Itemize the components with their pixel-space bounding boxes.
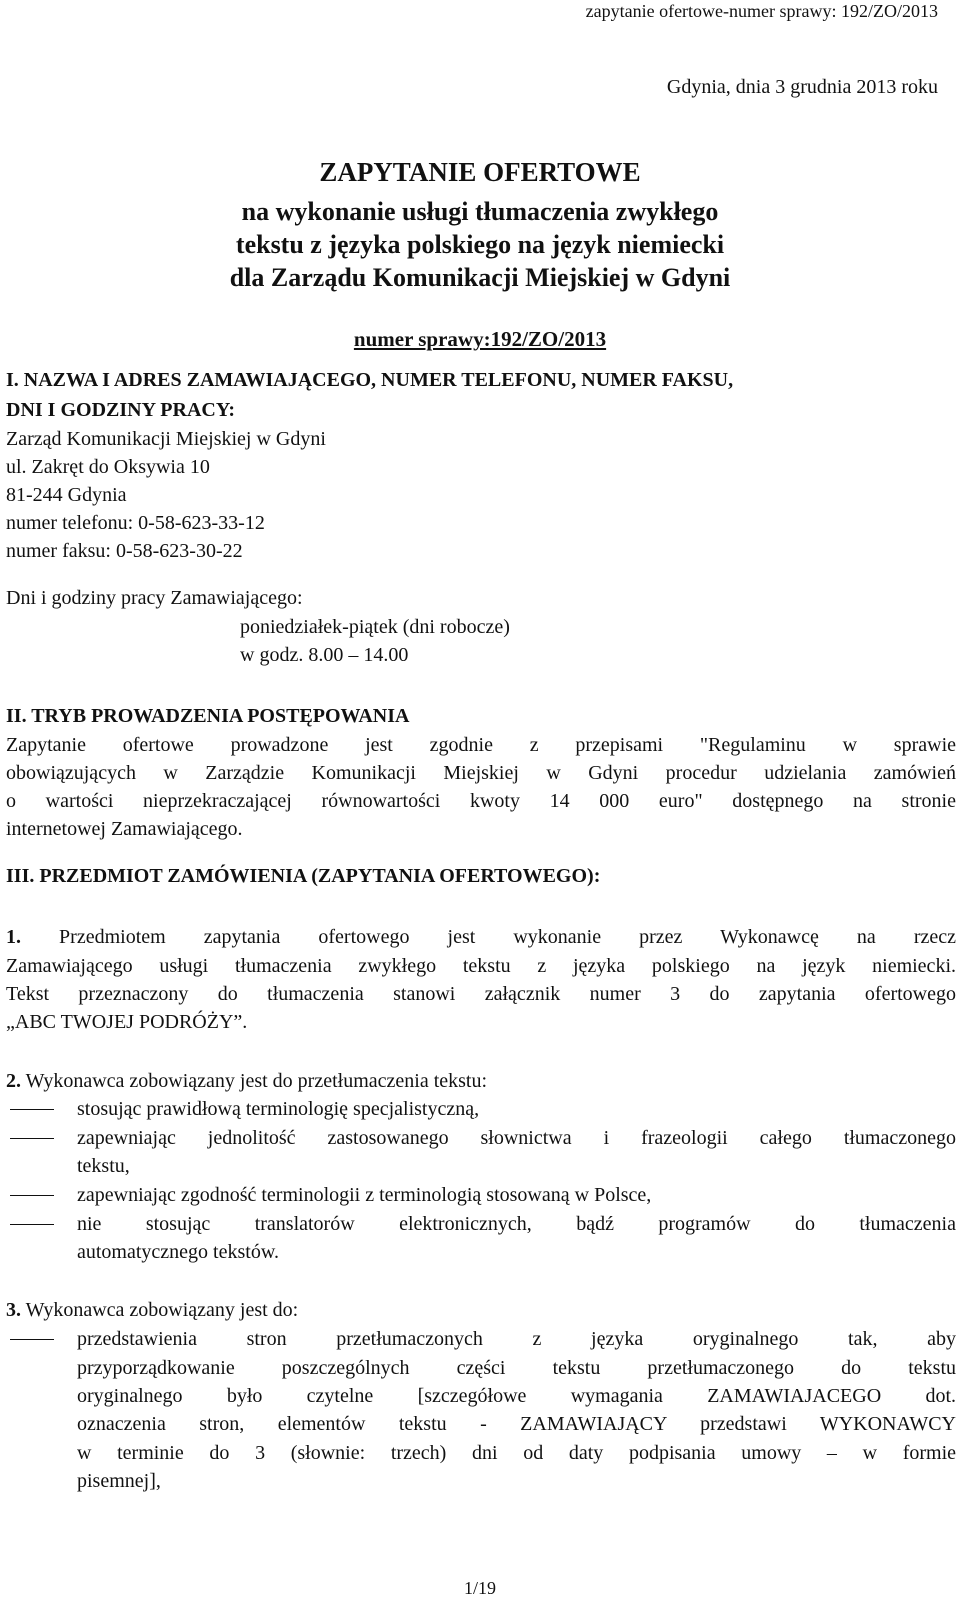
list-item-continuation: przyporządkowanie poszczególnych części tekstu przetłumaczonego do tekstu: [77, 1357, 956, 1379]
paragraph-1-line-2: Zamawiającego usługi tłumaczenia zwykłego tekstu z języka polskiego na język niemiecki.: [6, 955, 956, 977]
section-2-text-line: Zapytanie ofertowe prowadzone jest zgodnie z przepisami "Regulaminu w sprawie: [6, 734, 956, 756]
fax-number: numer faksu: 0-58-623-30-22: [6, 540, 243, 562]
list-item: stosując prawidłową terminologię specjalistyczną,: [77, 1098, 480, 1120]
dash-bullet-icon: [10, 1138, 54, 1139]
working-hours: w godz. 8.00 – 14.00: [240, 644, 409, 666]
section-2-text-line: o wartości nieprzekraczającej równowartości kwoty 14 000 euro" dostępnego na stronie: [6, 790, 956, 812]
paragraph-number: 2.: [6, 1070, 21, 1092]
section-1-heading-line-2: DNI I GODZINY PRACY:: [6, 399, 236, 421]
section-3-heading: III. PRZEDMIOT ZAMÓWIENIA (ZAPYTANIA OFERTOWEGO):: [6, 865, 601, 887]
subtitle-line-2: tekstu z języka polskiego na język niemiecki: [235, 230, 725, 259]
list-item: zapewniając zgodność terminologii z terminologią stosowaną w Polsce,: [77, 1184, 652, 1206]
list-item: nie stosując translatorów elektronicznych, bądź programów do tłumaczenia: [77, 1213, 956, 1235]
phone-number: numer telefonu: 0-58-623-33-12: [6, 512, 265, 534]
running-header: zapytanie ofertowe-numer sprawy: 192/ZO/2013: [585, 1, 938, 21]
section-1-heading-line-1: I. NAZWA I ADRES ZAMAWIAJĄCEGO, NUMER TELEFONU, NUMER FAKSU,: [6, 369, 734, 391]
dash-bullet-icon: [10, 1109, 54, 1110]
contracting-authority-name: Zarząd Komunikacji Miejskiej w Gdyni: [6, 428, 326, 450]
section-2-text-line: internetowej Zamawiającego.: [6, 818, 243, 840]
paragraph-1-line-1: [6, 923, 956, 951]
document-date: Gdynia, dnia 3 grudnia 2013 roku: [666, 76, 938, 98]
paragraph-text: Wykonawca zobowiązany jest do:: [21, 1299, 299, 1321]
subtitle-line-3: dla Zarządu Komunikacji Miejskiej w Gdyni: [229, 263, 731, 292]
paragraph-2-intro: [6, 1067, 956, 1095]
list-item: przedstawienia stron przetłumaczonych z języka oryginalnego tak, aby: [77, 1328, 956, 1350]
dash-bullet-icon: [10, 1195, 54, 1196]
paragraph-number: 1.: [6, 926, 21, 948]
section-2-text-line: obowiązujących w Zarządzie Komunikacji Miejskiej w Gdyni procedur udzielania zamówień: [6, 762, 956, 784]
list-item-continuation: oryginalnego było czytelne [szczegółowe wymagania ZAMAWIAJACEGO dot.: [77, 1385, 956, 1407]
paragraph-1-line-3: Tekst przeznaczony do tłumaczenia stanowi załącznik numer 3 do zapytania ofertowego: [6, 983, 956, 1005]
list-item: zapewniając jednolitość zastosowanego słownictwa i frazeologii całego tłumaczonego: [77, 1127, 956, 1149]
subtitle-line-1: na wykonanie usługi tłumaczenia zwykłego: [241, 197, 719, 226]
working-hours-label: Dni i godziny pracy Zamawiającego:: [6, 587, 303, 609]
paragraph-number: 3.: [6, 1299, 21, 1321]
paragraph-text: Przedmiotem zapytania ofertowego jest wykonanie przez Wykonawcę na rzecz: [21, 926, 956, 948]
working-days: poniedziałek-piątek (dni robocze): [240, 616, 510, 638]
list-item-continuation: tekstu,: [77, 1155, 130, 1177]
paragraph-1-line-4: „ABC TWOJEJ PODRÓŻY”.: [6, 1011, 248, 1033]
street-address: ul. Zakręt do Oksywia 10: [6, 456, 210, 478]
document-title: ZAPYTANIE OFERTOWE: [319, 157, 641, 187]
list-item-continuation: pisemnej],: [77, 1470, 161, 1492]
dash-bullet-icon: [10, 1339, 54, 1340]
dash-bullet-icon: [10, 1224, 54, 1225]
list-item-continuation: w terminie do 3 (słownie: trzech) dni od daty podpisania umowy – w formie: [77, 1442, 956, 1464]
page-number: 1/19: [463, 1578, 496, 1598]
paragraph-text: Wykonawca zobowiązany jest do przetłumaczenia tekstu:: [21, 1070, 488, 1092]
case-number: numer sprawy:192/ZO/2013: [353, 327, 607, 351]
list-item-continuation: oznaczenia stron, elementów tekstu - ZAMAWIAJĄCY przedstawi WYKONAWCY: [77, 1413, 956, 1435]
section-2-heading: II. TRYB PROWADZENIA POSTĘPOWANIA: [6, 705, 410, 727]
paragraph-3-intro: [6, 1296, 956, 1324]
list-item-continuation: automatycznego tekstów.: [77, 1241, 279, 1263]
postal-city: 81-244 Gdynia: [6, 484, 127, 506]
